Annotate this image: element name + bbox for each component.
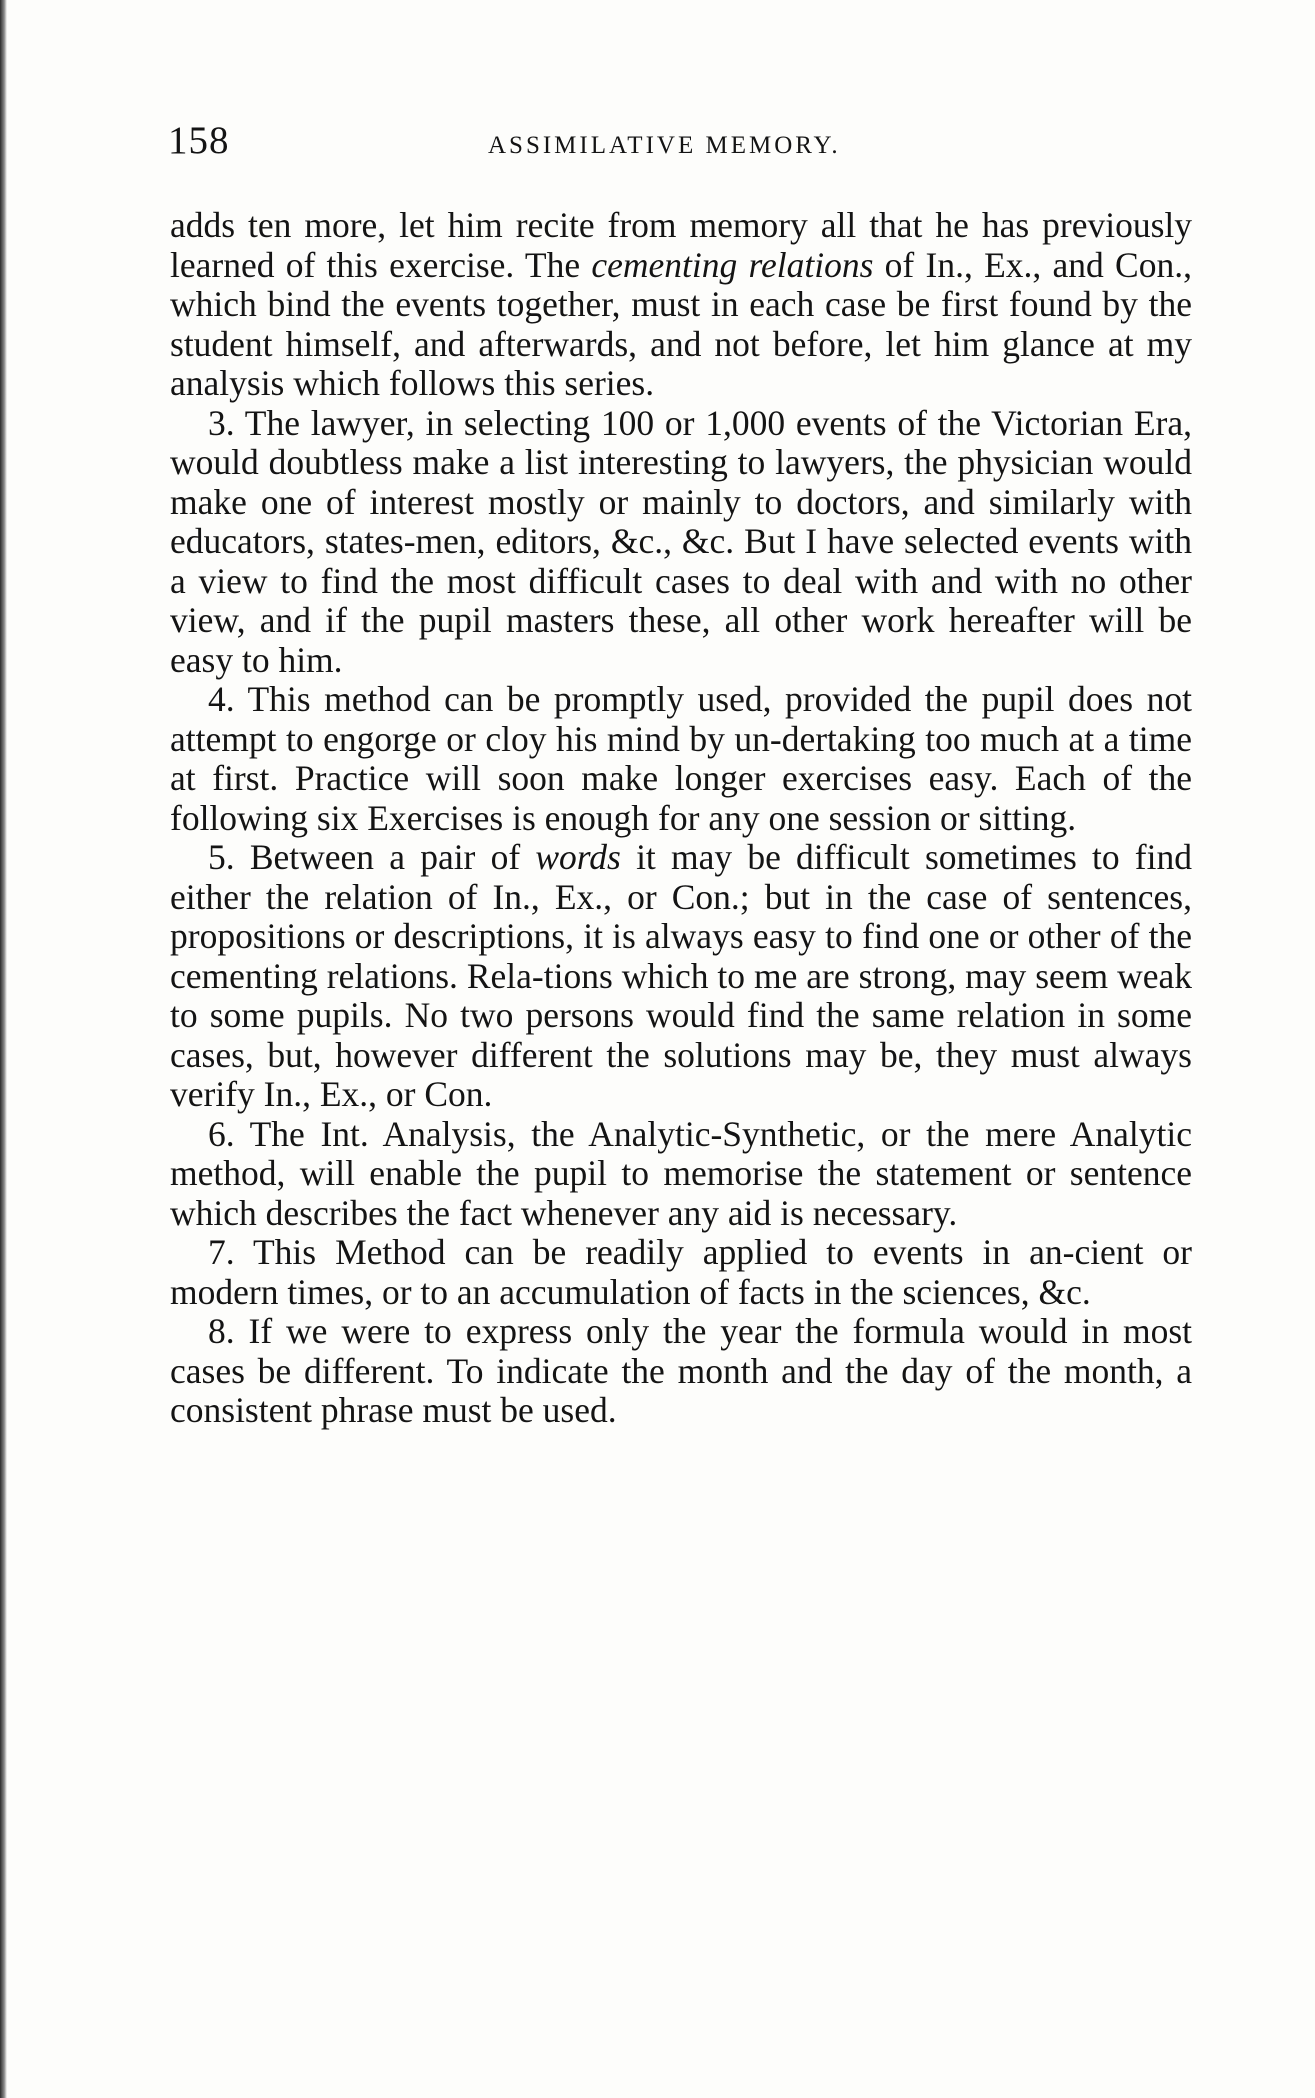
running-head [168,118,1208,168]
paragraph-3: 3. The lawyer, in selecting 100 or 1,000 events of the Victorian Era, would doubtless make a list interesting to lawyers, the physician would make one of interest mostly or mainly to doctors, and similarly with educators, states-men, editors, &c., &c. But I have selected events with a view to find the most difficult cases to deal with and with no other view, and if the pupil masters these, all other work hereafter will be easy to him. [170,402,1192,680]
paragraph-5 [170,838,1192,1115]
italic-phrase: cementing relations [591,244,874,285]
body-text [170,206,1192,1431]
paragraph-text: of In., Ex., and Con., which bind the events together, must in each case be first found by the student himself, and afterwards, and not before, let him glance at my analysis which follows this series. [170,244,1192,403]
paragraph-7: 7. This Method can be readily applied to events in an-cient or modern times, or to an accumulation of facts in the sciences, &c. [170,1232,1192,1312]
paragraph-text: it may be difficult sometimes to find either the relation of In., Ex., or Con.; but in the case of sentences, propositions or descriptions, it is always easy to find one or other of the cementing relations. Rela-tions which to me are strong, may seem weak to some pupils. No two persons would find the same relation in some cases, but, however different the solutions may be, they must always verify In., Ex., or Con. [170,837,1192,1114]
paragraph-text: adds ten more, let him recite from memory all that he has previously learned of this exercise. The [170,205,1192,285]
paragraph-6: 6. The Int. Analysis, the Analytic-Synthetic, or the mere Analytic method, will enable the pupil to memorise the statement or sentence which describes the fact whenever any aid is necessary. [170,1113,1192,1233]
page-edge-shadow [0,0,7,2098]
paragraph-8: 8. If we were to express only the year the formula would in most cases be different. To indicate the month and the day of the month, a consistent phrase must be used. [170,1311,1192,1430]
paragraph-continued [170,206,1192,404]
italic-word: words [535,837,621,877]
page-number: 158 [168,119,230,162]
paragraph-text: 5. Between a pair of [208,837,536,877]
paragraph-4: 4. This method can be promptly used, provided the pupil does not attempt to engorge or cloy his mind by un-dertaking too much at a time at first. Practice will soon make longer exercises easy. Each of the following six Exercises is enough for any one session or sitting. [170,679,1192,838]
running-title: ASSIMILATIVE MEMORY. [488,132,841,159]
